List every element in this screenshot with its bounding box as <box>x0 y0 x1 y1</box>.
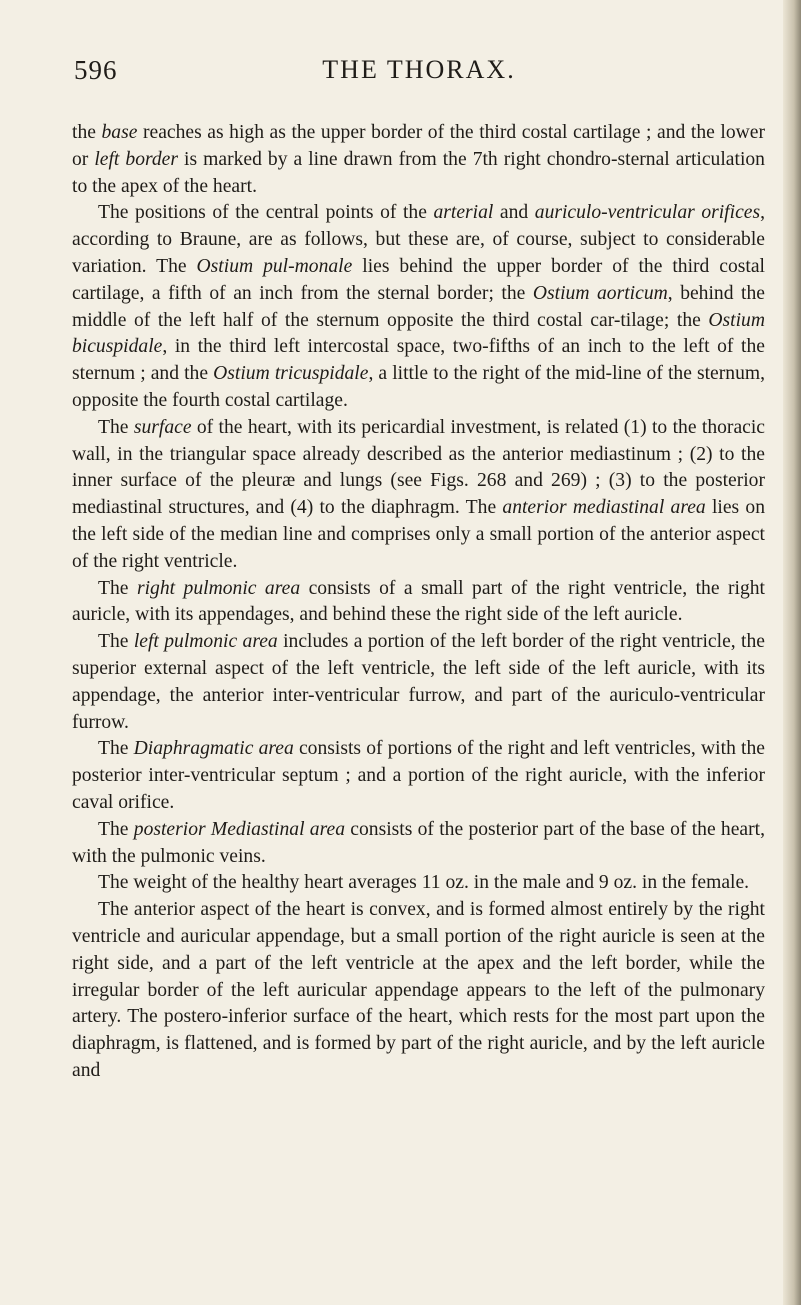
italic-term: posterior Mediastinal area <box>133 818 345 840</box>
text-run: lies on the left side of the median line and comprises only a small portion of the anterior aspect of the right ventricle. <box>72 497 765 572</box>
text-run: the <box>72 122 102 143</box>
text-run: The positions of the central points of the <box>98 202 434 224</box>
text-run: lies behind the upper border of the third costal cartilage, a fifth of an inch from the sternal border; the <box>72 255 765 304</box>
text-run: consists of the posterior part of the base of the heart, with the pulmonic veins. <box>72 818 765 867</box>
italic-term: Ostium tricuspidale <box>213 363 369 385</box>
italic-term: Ostium bicuspidale <box>72 309 765 358</box>
text-run: The <box>98 631 134 653</box>
paragraph <box>72 629 765 736</box>
paragraph <box>72 200 765 414</box>
text-run: of the heart, with its pericardial investment, is related (1) to the thoracic wall, in the triangular space already described as the anterior mediastinum ; (2) to the inner surface of the pleuræ and lungs (see Figs. 268 and 269) ; (3) to the posterior mediastinal structures, and (4) to the diaphragm. The <box>72 416 765 519</box>
paragraph <box>72 736 765 816</box>
italic-term: right pulmonic area <box>136 577 301 599</box>
text-run: The <box>98 416 134 438</box>
italic-term: left pulmonic area <box>133 631 278 653</box>
page-edge-shadow <box>783 0 801 1305</box>
text-run: The <box>98 818 134 840</box>
italic-term: anterior mediastinal area <box>502 497 706 519</box>
italic-term: Diaphragmatic area <box>133 738 294 760</box>
text-run: , in the third left intercostal space, two-fifths of an inch to the left of the sternum ; and the <box>72 336 765 385</box>
text-run: consists of portions of the right and left ventricles, with the posterior inter-ventricular septum ; and a portion of the right auricle, with the inferior caval orifice. <box>72 738 765 813</box>
paragraph <box>72 897 765 1085</box>
italic-term: auriculo-ventricular orifices <box>534 202 761 224</box>
text-run: The anterior aspect of the heart is convex, and is formed almost entirely by the right ventricle and auricular appendage, but a small portion of the right auricle is seen at the right side, and a part of the left ventricle at the apex and the left border, while the irregular border of the left auricular appendage appears to the left of the pulmonary artery. The postero-inferior surface of the heart, which rests for the most part upon the diaphragm, is flattened, and is formed by part of the right auricle, and by the left auricle and <box>72 899 765 1081</box>
italic-term: left border <box>94 148 179 170</box>
text-run: includes a portion of the left border of the right ventricle, the superior external aspect of the left ventricle, the left side of the left auricle, with its appendage, the anterior inter-ventricular furrow, and part of the auriculo-ventricular furrow. <box>72 631 765 733</box>
page-number: 596 <box>74 55 118 85</box>
italic-term: base <box>101 122 138 143</box>
text-run: The weight of the healthy heart averages 11 oz. in the male and 9 oz. in the female. <box>98 872 750 894</box>
text-run: The <box>98 577 137 599</box>
text-run: is marked by a line drawn from the 7th right chondro-sternal articulation to the apex of the heart. <box>72 148 765 197</box>
text-run: , according to Braune, are as follows, but these are, of course, subject to considerable variation. The <box>72 202 765 277</box>
italic-term: Ostium aorticum <box>532 282 668 304</box>
paragraph <box>72 576 765 630</box>
text-run: reaches as high as the upper border of the third costal cartilage ; and the lower or <box>72 122 765 170</box>
paragraph <box>72 817 765 871</box>
text-run: , a little to the right of the mid-line of the sternum, opposite the fourth costal cartilage. <box>72 363 766 411</box>
text-run: , behind the middle of the left half of the sternum opposite the third costal car-tilage; the <box>72 282 765 331</box>
page-header <box>74 55 764 95</box>
paragraph <box>72 120 765 200</box>
paragraph <box>72 870 765 897</box>
running-title: THE THORAX. <box>322 55 516 84</box>
paragraph <box>72 415 765 576</box>
text-run: consists of a small part of the right ventricle, the right auricle, with its appendages, and behind these the right side of the left auricle. <box>72 577 765 626</box>
text-run: The <box>98 738 134 760</box>
italic-term: arterial <box>433 202 494 224</box>
text-run: and <box>493 202 535 224</box>
italic-term: Ostium pul-monale <box>196 255 353 277</box>
italic-term: surface <box>133 416 192 438</box>
body-text <box>72 120 765 1085</box>
